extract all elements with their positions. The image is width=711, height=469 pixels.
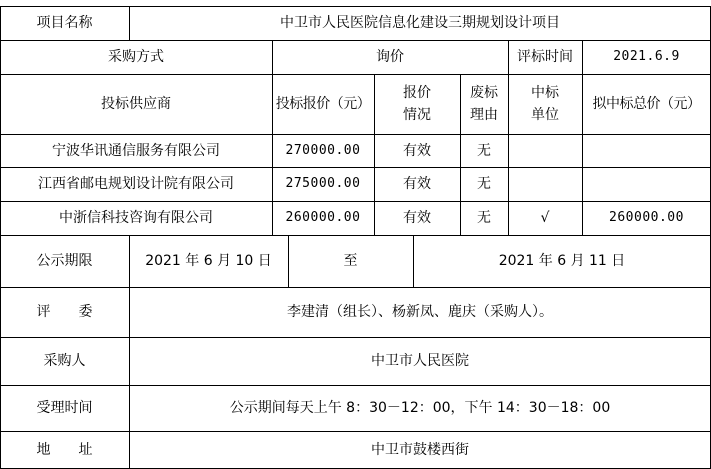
bidder-1-bid-price: 270000.00 bbox=[285, 142, 361, 158]
bidder-3-winner: √ bbox=[540, 210, 550, 226]
evaluation-time-label: 评标时间 bbox=[517, 49, 573, 65]
grid-line bbox=[129, 6, 130, 40]
purchaser-value: 中卫市人民医院 bbox=[371, 353, 469, 369]
address-value: 中卫市鼓楼西街 bbox=[371, 442, 469, 458]
header-reject-reason bbox=[460, 74, 508, 134]
bidder-2-proposed-total bbox=[582, 167, 711, 201]
bidder-3-status: 有效 bbox=[403, 210, 431, 226]
bidder-3-proposed-total: 260000.00 bbox=[609, 210, 684, 225]
grid-line bbox=[508, 40, 509, 235]
grid-line bbox=[0, 385, 711, 386]
grid-line bbox=[288, 235, 289, 287]
procurement-method-value: 询价 bbox=[376, 49, 404, 65]
procurement-method-label: 采购方式 bbox=[108, 49, 164, 65]
grid-line bbox=[0, 40, 711, 41]
grid-line bbox=[0, 6, 711, 7]
publicity-to-label: 至 bbox=[343, 253, 358, 269]
publicity-end-date: 2021 年 6 月 11 日 bbox=[498, 253, 626, 269]
publicity-period-label: 公示期限 bbox=[36, 253, 93, 269]
project-name-value: 中卫市人民医院信息化建设三期规划设计项目 bbox=[280, 15, 560, 31]
publicity-start-date: 2021 年 6 月 10 日 bbox=[145, 253, 272, 269]
grid-line bbox=[374, 74, 375, 235]
bidder-2-supplier: 江西省邮电规划设计院有限公司 bbox=[38, 176, 234, 192]
grid-line bbox=[0, 235, 711, 236]
grid-line bbox=[0, 167, 711, 168]
grid-line bbox=[0, 74, 711, 75]
grid-line bbox=[460, 74, 461, 235]
header-quote-status bbox=[374, 74, 460, 134]
grid-line bbox=[0, 287, 711, 288]
bidder-3-reject-reason: 无 bbox=[477, 210, 491, 226]
header-reject-reason-line1: 废标 bbox=[470, 85, 498, 101]
grid-line bbox=[0, 201, 711, 202]
bidder-3-supplier: 中浙信科技咨询有限公司 bbox=[59, 210, 213, 226]
grid-line bbox=[0, 431, 711, 432]
bidder-1-supplier: 宁波华讯通信服务有限公司 bbox=[52, 142, 220, 159]
bidder-1-reject-reason: 无 bbox=[477, 142, 491, 159]
bidder-2-reject-reason: 无 bbox=[477, 176, 491, 192]
acceptance-time-value: 公示期间每天上午 8：30－12：00，下午 14：30－18：00 bbox=[229, 400, 611, 416]
header-supplier: 投标供应商 bbox=[101, 96, 171, 112]
grid-line bbox=[413, 235, 414, 287]
bidder-2-bid-price: 275000.00 bbox=[285, 176, 361, 191]
header-winner bbox=[508, 74, 582, 134]
evaluation-time-value: 2021.6.9 bbox=[613, 49, 680, 64]
bidder-1-status: 有效 bbox=[403, 142, 431, 159]
bidder-2-status: 有效 bbox=[403, 176, 431, 192]
purchaser-label: 采购人 bbox=[43, 353, 86, 369]
header-proposed-total: 拟中标总价（元） bbox=[592, 96, 701, 112]
grid-line bbox=[129, 235, 130, 469]
header-quote-status-line1: 报价 bbox=[403, 85, 431, 101]
grid-line bbox=[272, 40, 273, 235]
committee-label: 评 委 bbox=[36, 304, 93, 320]
grid-line bbox=[0, 134, 711, 135]
grid-line bbox=[0, 6, 1, 469]
grid-line bbox=[582, 40, 583, 235]
header-winner-line2: 单位 bbox=[531, 107, 559, 123]
grid-line bbox=[0, 337, 711, 338]
bidder-1-proposed-total bbox=[582, 134, 711, 167]
acceptance-time-label: 受理时间 bbox=[36, 400, 93, 416]
header-bid-price: 投标报价（元） bbox=[275, 96, 371, 112]
header-quote-status-line2: 情况 bbox=[403, 107, 431, 123]
bidder-2-winner bbox=[508, 167, 582, 201]
header-winner-line1: 中标 bbox=[531, 85, 559, 101]
bidder-1-winner bbox=[508, 134, 582, 167]
committee-members: 李建清（组长）、杨新凤、鹿庆（采购人）。 bbox=[287, 304, 553, 320]
project-name-label: 项目名称 bbox=[36, 15, 93, 31]
address-label: 地 址 bbox=[36, 442, 93, 458]
header-reject-reason-line2: 理由 bbox=[470, 107, 498, 123]
bidder-3-bid-price: 260000.00 bbox=[285, 210, 361, 225]
